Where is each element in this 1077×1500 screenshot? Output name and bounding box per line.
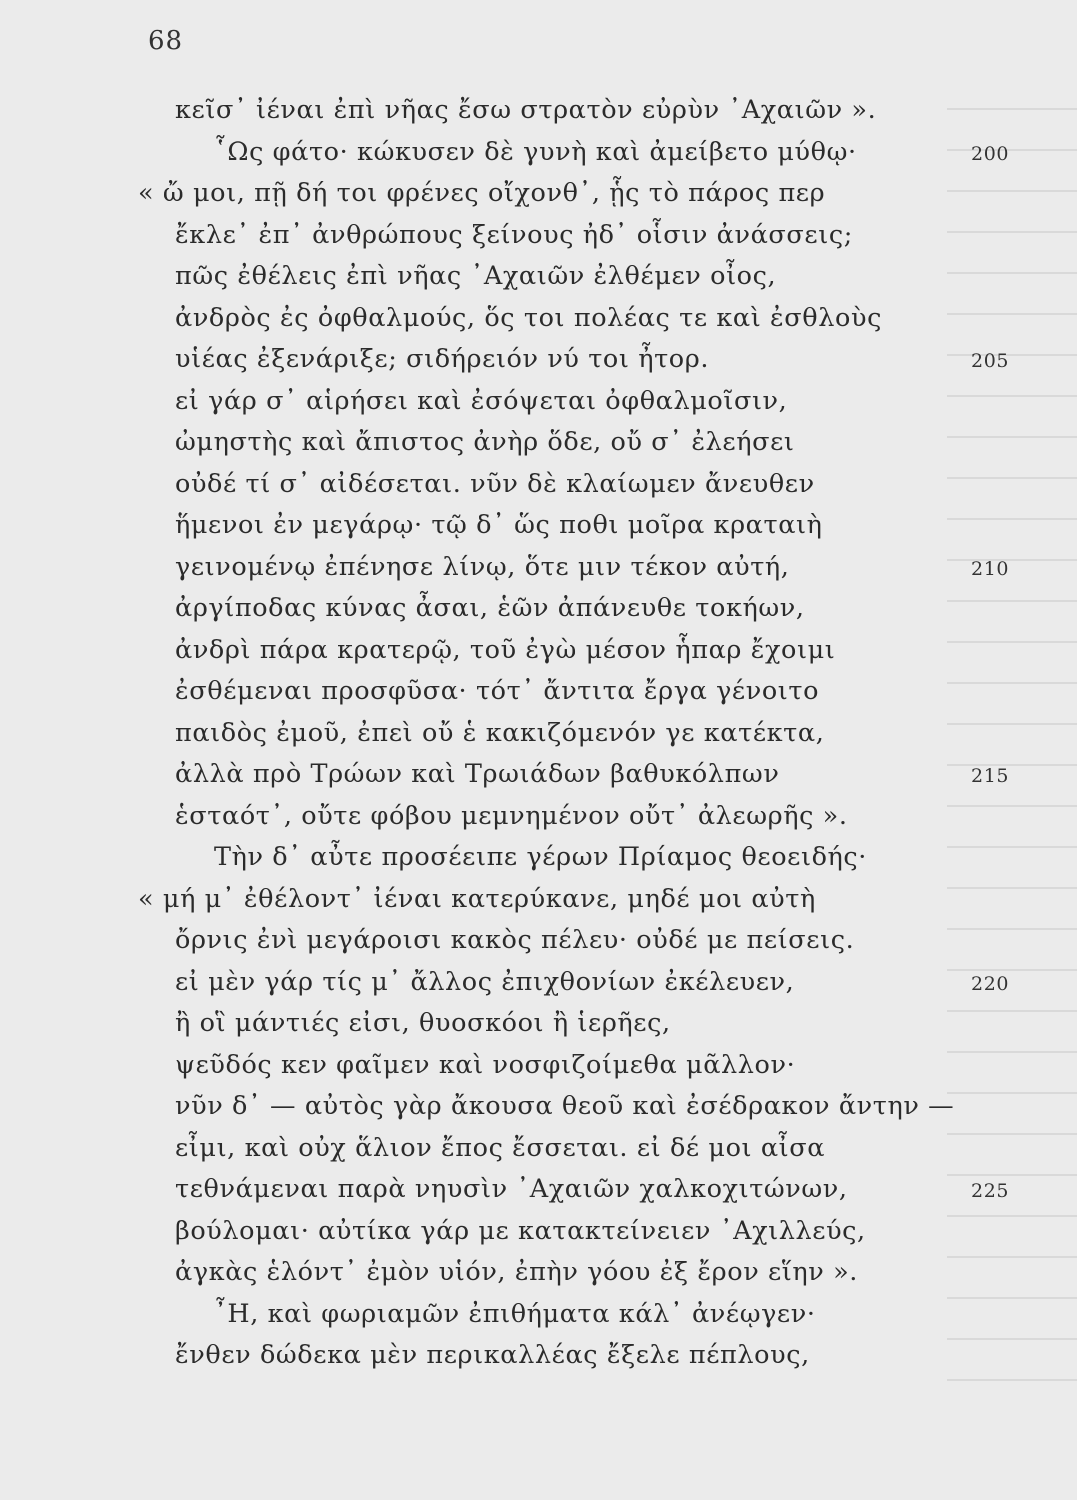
verse-text: εἶμι, καὶ οὐχ ἅλιον ἔπος ἔσσεται. εἰ δέ μοι αἶσα	[175, 1132, 826, 1163]
verse-text: νῦν δ᾽ — αὐτὸς γὰρ ἄκουσα θεοῦ καὶ ἐσέδρακον ἄντην —	[175, 1091, 955, 1121]
line-number: 225	[971, 1180, 1010, 1202]
verse-text: εἰ μὲν γάρ τίς μ᾽ ἄλλος ἐπιχθονίων ἐκέλευεν,	[175, 966, 795, 997]
verse-text: ἀγκὰς ἑλόντ᾽ ἐμὸν υἱόν, ἐπὴν γόου ἐξ ἔρον εἵην ».	[175, 1257, 858, 1287]
verse-text: ἢ οἳ μάντιές εἰσι, θυοσκόοι ἢ ἱερῆες,	[175, 1008, 671, 1038]
verse-line	[0, 173, 1077, 215]
verse-text: ῏Η, καὶ φωριαμῶν ἐπιθήματα κάλ᾽ ἀνέῳγεν·	[214, 1298, 816, 1329]
verse-line	[0, 630, 1077, 672]
line-number: 215	[971, 765, 1010, 787]
verse-line	[0, 464, 1077, 506]
verse-line	[0, 547, 1077, 589]
verse-text: γεινομένῳ ἐπένησε λίνῳ, ὅτε μιν τέκον αὐτή,	[175, 551, 790, 582]
verse-text: ἀνδρὸς ἐς ὀφθαλμούς, ὅς τοι πολέας τε καὶ ἐσθλοὺς	[175, 302, 882, 333]
verse-text: Τὴν δ᾽ αὖτε προσέειπε γέρων Πρίαμος θεοειδής·	[214, 842, 867, 872]
verse-text: τεθνάμεναι παρὰ νηυσὶν ᾿Αχαιῶν χαλκοχιτώνων,	[175, 1174, 848, 1204]
verse-text: οὐδέ τί σ᾽ αἰδέσεται. νῦν δὲ κλαίωμεν ἄνευθεν	[175, 468, 815, 499]
verse-line	[0, 1003, 1077, 1045]
verse-text: ἀλλὰ πρὸ Τρώων καὶ Τρωιάδων βαθυκόλπων	[175, 759, 780, 789]
verse-text: ἐσθέμεναι προσφῦσα· τότ᾽ ἄντιτα ἔργα γένοιτο	[175, 676, 820, 706]
verse-line	[0, 962, 1077, 1004]
verse-line	[0, 754, 1077, 796]
verse-line	[0, 1335, 1077, 1377]
verse-line	[0, 339, 1077, 381]
verse-line	[0, 132, 1077, 174]
verse-line	[0, 90, 1077, 132]
line-number: 205	[971, 350, 1010, 372]
verse-line	[0, 215, 1077, 257]
verse-line	[0, 1045, 1077, 1087]
verse-line	[0, 298, 1077, 340]
verse-text: κεῖσ᾽ ἰέναι ἐπὶ νῆας ἔσω στρατὸν εὐρὺν ᾿Αχαιῶν ».	[175, 95, 877, 125]
line-number: 200	[971, 142, 1010, 165]
verse-line	[0, 1252, 1077, 1294]
line-number: 220	[971, 972, 1010, 995]
verse-line	[0, 1294, 1077, 1336]
verse-text: ἀνδρὶ πάρα κρατερῷ, τοῦ ἐγὼ μέσον ἧπαρ ἔχοιμι	[175, 634, 836, 665]
verse-text: εἰ γάρ σ᾽ αἱρήσει καὶ ἐσόψεται ὀφθαλμοῖσιν,	[175, 385, 788, 416]
verse-line	[0, 879, 1077, 921]
verse-line	[0, 796, 1077, 838]
verse-text: βούλομαι· αὐτίκα γάρ με κατακτείνειεν ᾿Αχιλλεύς,	[175, 1215, 866, 1246]
verse-line	[0, 422, 1077, 464]
verse-text: « μή μ᾽ ἐθέλοντ᾽ ἰέναι κατερύκανε, μηδέ μοι αὐτὴ	[138, 883, 816, 914]
verse-text: παιδὸς ἐμοῦ, ἐπεὶ οὔ ἑ κακιζόμενόν γε κατέκτα,	[175, 717, 825, 748]
verse-line	[0, 1169, 1077, 1211]
verse-line	[0, 256, 1077, 298]
verse-text: ψεῦδός κεν φαῖμεν καὶ νοσφιζοίμεθα μᾶλλον·	[175, 1049, 796, 1080]
verse-text: « ὤ μοι, πῇ δή τοι φρένες οἴχονθ᾽, ᾗς τὸ πάρος περ	[138, 178, 826, 208]
page-number: 68	[148, 26, 184, 56]
line-number: 210	[971, 557, 1010, 580]
verse-line	[0, 920, 1077, 962]
verse-line	[0, 713, 1077, 755]
verse-text: ὠμηστὴς καὶ ἄπιστος ἀνὴρ ὅδε, οὔ σ᾽ ἐλεήσει	[175, 427, 795, 457]
verse-line	[0, 1128, 1077, 1170]
verse-line	[0, 381, 1077, 423]
verse-text: ἔνθεν δώδεκα μὲν περικαλλέας ἔξελε πέπλους,	[175, 1340, 810, 1370]
verse-line	[0, 837, 1077, 879]
verse-line	[0, 1086, 1077, 1128]
verse-text: ἥμενοι ἐν μεγάρῳ· τῷ δ᾽ ὥς ποθι μοῖρα κραταιὴ	[175, 510, 823, 540]
verse-line	[0, 505, 1077, 547]
verse-line	[0, 1211, 1077, 1253]
verse-text: ὄρνις ἐνὶ μεγάροισι κακὸς πέλευ· οὐδέ με πείσεις.	[175, 925, 855, 955]
verse-block	[0, 90, 1077, 1377]
verse-text: ῟Ως φάτο· κώκυσεν δὲ γυνὴ καὶ ἀμείβετο μύθῳ·	[214, 136, 857, 167]
verse-text: υἱέας ἐξενάριξε; σιδήρειόν νύ τοι ἦτορ.	[175, 344, 710, 374]
verse-text: ἀργίποδας κύνας ἆσαι, ἑῶν ἀπάνευθε τοκήων,	[175, 593, 805, 623]
verse-text: ἔκλε᾽ ἐπ᾽ ἀνθρώπους ξείνους ἠδ᾽ οἷσιν ἀνάσσεις;	[175, 219, 853, 250]
verse-text: πῶς ἐθέλεις ἐπὶ νῆας ᾿Αχαιῶν ἐλθέμεν οἶος,	[175, 261, 777, 291]
verse-line	[0, 588, 1077, 630]
verse-text: ἑσταότ᾽, οὔτε φόβου μεμνημένον οὔτ᾽ ἀλεωρῆς ».	[175, 800, 848, 831]
verse-line	[0, 671, 1077, 713]
